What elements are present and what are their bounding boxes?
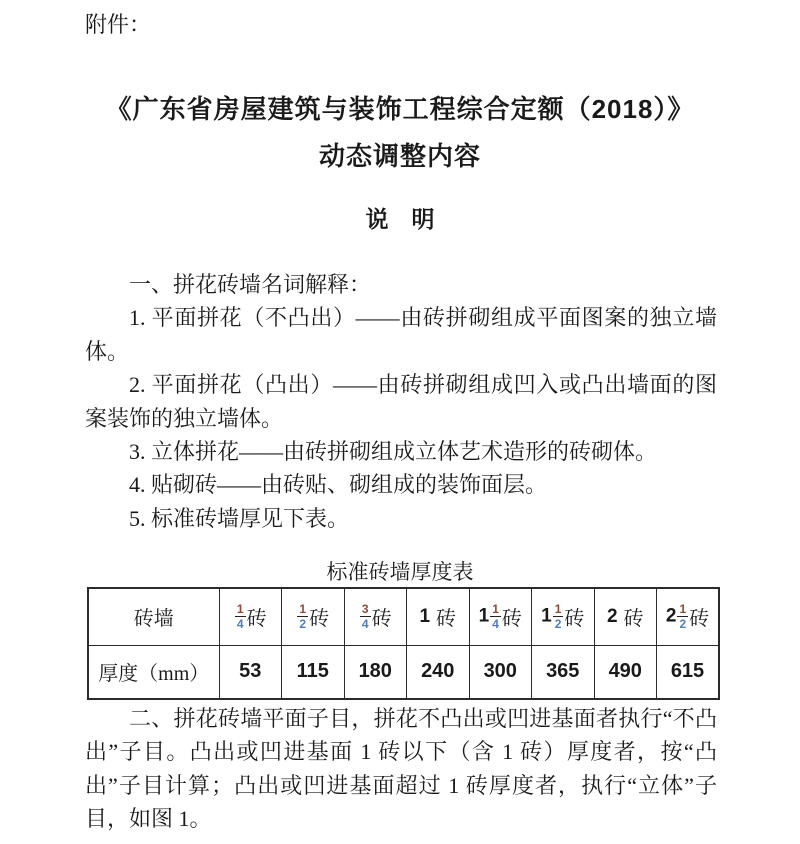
thickness-value-cell: 115	[282, 645, 345, 699]
brick-fraction: $\frac{3}{4}$	[361, 601, 369, 632]
title-line-1: 《广东省房屋建筑与装饰工程综合定额（2018）》	[105, 94, 695, 124]
brick-size-header-cell	[407, 588, 470, 645]
brick-whole-number: 1	[541, 605, 552, 627]
thickness-label-cell: 厚度（mm）	[88, 645, 219, 699]
brick-unit-label: 砖	[309, 608, 330, 631]
brick-size-header-cell	[657, 588, 720, 645]
wall-thickness-table	[87, 587, 720, 700]
title-line-2: 动态调整内容	[318, 141, 481, 171]
note-item-1: 1. 平面拼花（不凸出）——由砖拼砌组成平面图案的独立墙体。	[85, 305, 717, 364]
brick-whole-number: 2	[606, 605, 618, 627]
brick-whole-number: 2	[665, 605, 677, 627]
table-header-row	[88, 588, 719, 645]
brick-fraction: $\frac{1}{2}$	[299, 601, 307, 632]
section-heading: 说 明	[365, 207, 435, 232]
brick-unit-label: 砖	[501, 608, 522, 631]
brick-unit-label: 砖	[689, 608, 710, 631]
note-item-4: 4. 贴砌砖——由砖贴、砌组成的装饰面层。	[129, 472, 548, 498]
note-item-5: 5. 标准砖墙厚见下表。	[129, 505, 350, 531]
brick-size-header-cell	[469, 588, 532, 645]
thickness-value-cell: 300	[469, 645, 532, 699]
brick-size-header-cell	[594, 588, 657, 645]
notes-heading: 一、拼花砖墙名词解释：	[129, 272, 372, 297]
brick-fraction: $\frac{1}{4}$	[236, 601, 244, 632]
brick-fraction: $\frac{1}{4}$	[492, 601, 499, 632]
thickness-value-cell: 490	[594, 645, 657, 699]
thickness-value-cell: 53	[219, 645, 282, 699]
brick-fraction: $\frac{1}{2}$	[554, 601, 562, 632]
paragraph-two-block	[85, 702, 717, 836]
brick-size-header-cell	[344, 588, 407, 645]
thickness-value-cell: 180	[344, 645, 407, 699]
brick-unit-label: 砖	[371, 608, 392, 631]
wall-type-header-cell: 砖墙	[88, 588, 219, 645]
brick-size-header-cell	[532, 588, 595, 645]
brick-unit-label: 砖	[623, 608, 644, 631]
attachment-label: 附件：	[85, 12, 152, 37]
brick-size-header-cell	[219, 588, 282, 645]
brick-whole-number: 1	[478, 605, 490, 627]
brick-unit-label: 砖	[564, 608, 585, 631]
table-value-row	[88, 645, 719, 699]
paragraph-two: 二、拼花砖墙平面子目，拼花不凸出或凹进基面者执行“不凸出”子目。凸出或凹进基面 1 砖以下（含 1 砖）厚度者，按“凸出”子目计算；凸出或凹进基面超过 1 砖厚度者，执行“立体”子目，如图 1。	[85, 706, 717, 832]
brick-unit-label: 砖	[246, 608, 267, 631]
thickness-value-cell: 615	[657, 645, 720, 699]
thickness-value-cell: 240	[407, 645, 470, 699]
brick-whole-number: 1	[419, 605, 431, 627]
brick-size-header-cell	[282, 588, 345, 645]
brick-unit-label: 砖	[436, 608, 457, 631]
note-item-2: 2. 平面拼花（凸出）——由砖拼砌组成凹入或凸出墙面的图案装饰的独立墙体。	[85, 372, 717, 431]
brick-fraction: $\frac{1}{2}$	[679, 601, 687, 632]
notes-section	[85, 268, 717, 535]
document-title	[0, 86, 800, 180]
table-title: 标准砖墙厚度表	[326, 560, 474, 584]
thickness-value-cell: 365	[532, 645, 595, 699]
note-item-3: 3. 立体拼花——由砖拼砌组成立体艺术造形的砖砌体。	[129, 439, 658, 465]
